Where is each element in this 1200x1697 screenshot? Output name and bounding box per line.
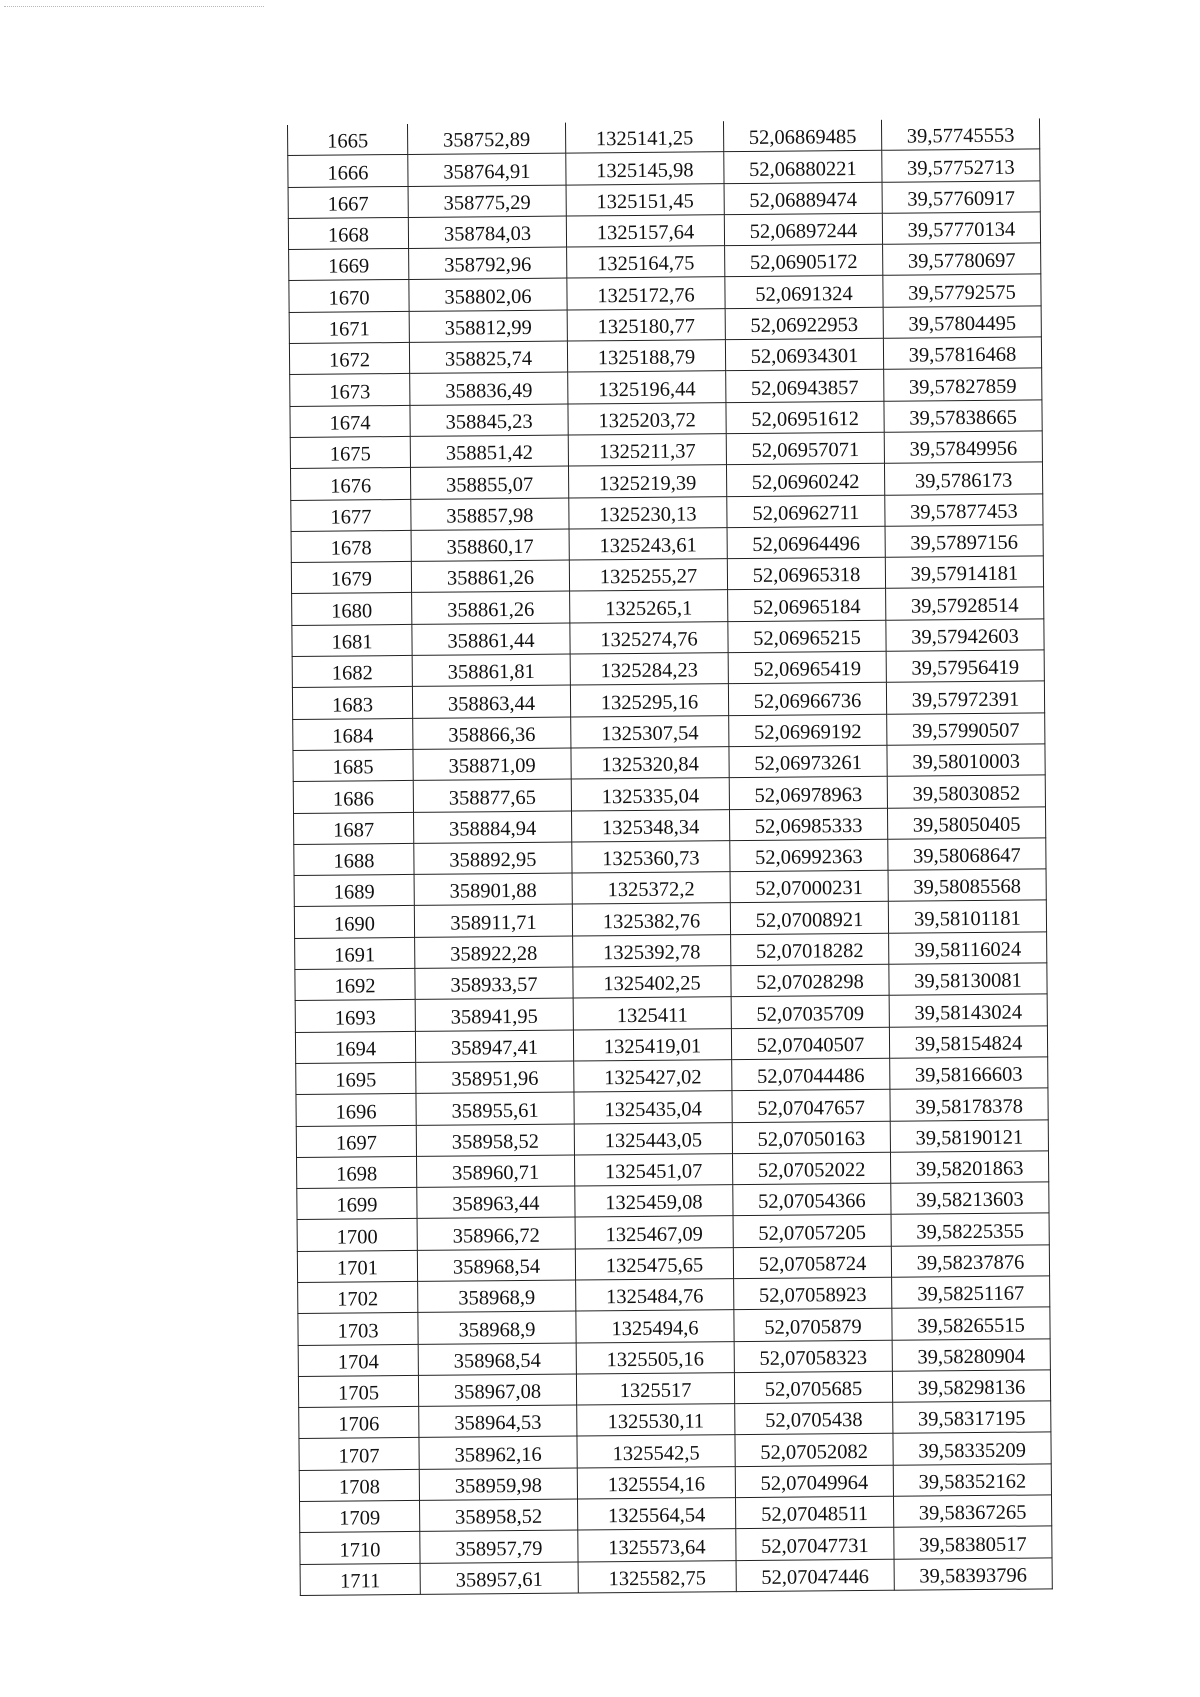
y-coordinate-cell: 1325141,25 — [565, 121, 723, 153]
longitude-cell: 39,58367265 — [893, 1495, 1051, 1528]
latitude-cell: 52,07050163 — [732, 1121, 890, 1154]
x-coordinate-cell: 358752,89 — [407, 123, 565, 155]
latitude-cell: 52,0705438 — [735, 1402, 893, 1435]
y-coordinate-cell: 1325180,77 — [567, 308, 725, 341]
x-coordinate-cell: 358861,26 — [412, 592, 570, 625]
y-coordinate-cell: 1325230,13 — [569, 496, 727, 529]
x-coordinate-cell: 358855,07 — [410, 466, 568, 499]
x-coordinate-cell: 358968,9 — [418, 1311, 576, 1344]
longitude-cell: 39,58298136 — [892, 1370, 1050, 1403]
longitude-cell: 39,58393796 — [894, 1558, 1052, 1591]
x-coordinate-cell: 358922,28 — [415, 936, 573, 969]
y-coordinate-cell: 1325265,1 — [570, 590, 728, 623]
x-coordinate-cell: 358851,42 — [410, 435, 568, 468]
latitude-cell: 52,06965318 — [727, 557, 885, 590]
x-coordinate-cell: 358968,54 — [417, 1249, 575, 1282]
longitude-cell: 39,57914181 — [885, 556, 1043, 589]
longitude-cell: 39,58050405 — [887, 806, 1045, 839]
x-coordinate-cell: 358802,06 — [409, 279, 567, 312]
x-coordinate-cell: 358877,65 — [413, 779, 571, 812]
longitude-cell: 39,57792575 — [883, 274, 1041, 307]
latitude-cell: 52,06992363 — [730, 839, 888, 872]
latitude-cell: 52,06985333 — [729, 808, 887, 841]
y-coordinate-cell: 1325382,76 — [572, 903, 730, 936]
longitude-cell: 39,57928514 — [886, 587, 1044, 620]
longitude-cell: 39,58116024 — [889, 932, 1047, 965]
x-coordinate-cell: 358941,95 — [415, 998, 573, 1031]
x-coordinate-cell: 358957,79 — [420, 1530, 578, 1563]
latitude-cell: 52,06965419 — [728, 651, 886, 684]
longitude-cell: 39,57942603 — [886, 619, 1044, 652]
point-number-cell: 1685 — [293, 749, 413, 781]
x-coordinate-cell: 358960,71 — [417, 1155, 575, 1188]
y-coordinate-cell: 1325494,6 — [576, 1310, 734, 1343]
longitude-cell: 39,58030852 — [887, 775, 1045, 808]
point-number-cell: 1693 — [295, 1000, 415, 1032]
y-coordinate-cell: 1325467,09 — [575, 1216, 733, 1249]
coordinates-table-body — [287, 118, 1052, 1595]
y-coordinate-cell: 1325419,01 — [573, 1028, 731, 1061]
point-number-cell: 1687 — [294, 812, 414, 844]
latitude-cell: 52,06965184 — [728, 589, 886, 622]
longitude-cell: 39,58130081 — [889, 963, 1047, 996]
latitude-cell: 52,06973261 — [729, 745, 887, 778]
point-number-cell: 1689 — [294, 875, 414, 907]
latitude-cell: 52,07058724 — [733, 1246, 891, 1279]
latitude-cell: 52,07000231 — [730, 870, 888, 903]
point-number-cell: 1692 — [295, 968, 415, 1000]
longitude-cell: 39,57972391 — [886, 681, 1044, 714]
latitude-cell: 52,07047446 — [736, 1559, 894, 1592]
longitude-cell: 39,57827859 — [884, 368, 1042, 401]
coordinates-table-container — [287, 118, 1053, 1595]
point-number-cell: 1683 — [292, 687, 412, 719]
x-coordinate-cell: 358764,91 — [408, 153, 566, 186]
longitude-cell: 39,58335209 — [893, 1432, 1051, 1465]
longitude-cell: 39,57849956 — [884, 431, 1042, 464]
longitude-cell: 39,57770134 — [882, 212, 1040, 245]
latitude-cell: 52,07028298 — [731, 964, 889, 997]
y-coordinate-cell: 1325320,84 — [571, 747, 729, 780]
x-coordinate-cell: 358966,72 — [417, 1217, 575, 1250]
x-coordinate-cell: 358861,26 — [411, 560, 569, 593]
longitude-cell: 39,58166603 — [890, 1057, 1048, 1090]
latitude-cell: 52,07040507 — [731, 1027, 889, 1060]
longitude-cell: 39,57745553 — [881, 118, 1039, 150]
x-coordinate-cell: 358863,44 — [412, 685, 570, 718]
longitude-cell: 39,58317195 — [893, 1401, 1051, 1434]
latitude-cell: 52,06934301 — [725, 338, 883, 371]
latitude-cell: 52,0705685 — [734, 1371, 892, 1404]
x-coordinate-cell: 358947,41 — [415, 1030, 573, 1063]
point-number-cell: 1671 — [289, 311, 409, 343]
point-number-cell: 1675 — [290, 436, 410, 468]
longitude-cell: 39,57752713 — [882, 149, 1040, 182]
latitude-cell: 52,06969192 — [729, 714, 887, 747]
latitude-cell: 52,07018282 — [731, 933, 889, 966]
y-coordinate-cell: 1325573,64 — [578, 1529, 736, 1562]
latitude-cell: 52,07047657 — [732, 1089, 890, 1122]
x-coordinate-cell: 358958,52 — [416, 1124, 574, 1157]
latitude-cell: 52,07049964 — [735, 1465, 893, 1498]
x-coordinate-cell: 358871,09 — [413, 748, 571, 781]
y-coordinate-cell: 1325427,02 — [574, 1060, 732, 1093]
latitude-cell: 52,06869485 — [723, 120, 881, 152]
x-coordinate-cell: 358845,23 — [410, 404, 568, 437]
longitude-cell: 39,58225355 — [891, 1213, 1049, 1246]
longitude-cell: 39,58010003 — [887, 744, 1045, 777]
latitude-cell: 52,06943857 — [726, 370, 884, 403]
y-coordinate-cell: 1325203,72 — [568, 402, 726, 435]
x-coordinate-cell: 358958,52 — [420, 1499, 578, 1532]
longitude-cell: 39,5786173 — [884, 462, 1042, 495]
longitude-cell: 39,58237876 — [891, 1245, 1049, 1278]
latitude-cell: 52,06960242 — [726, 464, 884, 497]
latitude-cell: 52,07054366 — [733, 1183, 891, 1216]
latitude-cell: 52,06978963 — [729, 777, 887, 810]
latitude-cell: 52,07052082 — [735, 1434, 893, 1467]
point-number-cell: 1707 — [299, 1438, 419, 1470]
x-coordinate-cell: 358861,81 — [412, 654, 570, 687]
latitude-cell: 52,07047731 — [736, 1528, 894, 1561]
longitude-cell: 39,58085568 — [888, 869, 1046, 902]
point-number-cell: 1704 — [298, 1344, 418, 1376]
point-number-cell: 1677 — [291, 499, 411, 531]
latitude-cell: 52,06964496 — [727, 526, 885, 559]
latitude-cell: 52,06951612 — [726, 401, 884, 434]
point-number-cell: 1665 — [287, 124, 407, 156]
longitude-cell: 39,57804495 — [883, 306, 1041, 339]
y-coordinate-cell: 1325219,39 — [568, 465, 726, 498]
latitude-cell: 52,06957071 — [726, 432, 884, 465]
point-number-cell: 1698 — [297, 1156, 417, 1188]
x-coordinate-cell: 358963,44 — [417, 1186, 575, 1219]
point-number-cell: 1711 — [300, 1563, 420, 1595]
latitude-cell: 52,06966736 — [728, 683, 886, 716]
point-number-cell: 1672 — [289, 343, 409, 375]
longitude-cell: 39,58178378 — [890, 1088, 1048, 1121]
y-coordinate-cell: 1325295,16 — [570, 684, 728, 717]
longitude-cell: 39,57780697 — [883, 243, 1041, 276]
point-number-cell: 1691 — [295, 937, 415, 969]
longitude-cell: 39,57838665 — [884, 400, 1042, 433]
longitude-cell: 39,57760917 — [882, 181, 1040, 214]
longitude-cell: 39,58280904 — [892, 1338, 1050, 1371]
longitude-cell: 39,58190121 — [890, 1119, 1048, 1152]
point-number-cell: 1695 — [296, 1062, 416, 1094]
y-coordinate-cell: 1325582,75 — [578, 1560, 736, 1593]
point-number-cell: 1669 — [289, 249, 409, 281]
point-number-cell: 1700 — [297, 1219, 417, 1251]
point-number-cell: 1667 — [288, 186, 408, 218]
point-number-cell: 1708 — [299, 1469, 419, 1501]
y-coordinate-cell: 1325360,73 — [572, 840, 730, 873]
y-coordinate-cell: 1325335,04 — [571, 778, 729, 811]
x-coordinate-cell: 358968,9 — [418, 1280, 576, 1313]
point-number-cell: 1697 — [296, 1125, 416, 1157]
x-coordinate-cell: 358792,96 — [409, 247, 567, 280]
y-coordinate-cell: 1325443,05 — [574, 1122, 732, 1155]
latitude-cell: 52,07052022 — [732, 1152, 890, 1185]
point-number-cell: 1680 — [292, 593, 412, 625]
y-coordinate-cell: 1325484,76 — [576, 1279, 734, 1312]
point-number-cell: 1690 — [294, 906, 414, 938]
point-number-cell: 1701 — [297, 1250, 417, 1282]
latitude-cell: 52,07058923 — [734, 1277, 892, 1310]
point-number-cell: 1699 — [297, 1188, 417, 1220]
latitude-cell: 52,0705879 — [734, 1309, 892, 1342]
coordinates-table — [287, 118, 1053, 1595]
y-coordinate-cell: 1325274,76 — [570, 621, 728, 654]
longitude-cell: 39,57877453 — [885, 493, 1043, 526]
longitude-cell: 39,58201863 — [890, 1151, 1048, 1184]
longitude-cell: 39,58101181 — [888, 900, 1046, 933]
longitude-cell: 39,58251167 — [892, 1276, 1050, 1309]
x-coordinate-cell: 358951,96 — [416, 1061, 574, 1094]
latitude-cell: 52,07044486 — [732, 1058, 890, 1091]
x-coordinate-cell: 358911,71 — [414, 904, 572, 937]
point-number-cell: 1686 — [293, 781, 413, 813]
longitude-cell: 39,57990507 — [887, 713, 1045, 746]
y-coordinate-cell: 1325348,34 — [571, 809, 729, 842]
point-number-cell: 1702 — [298, 1281, 418, 1313]
point-number-cell: 1668 — [288, 217, 408, 249]
y-coordinate-cell: 1325145,98 — [566, 152, 724, 185]
x-coordinate-cell: 358901,88 — [414, 873, 572, 906]
y-coordinate-cell: 1325211,37 — [568, 434, 726, 467]
point-number-cell: 1703 — [298, 1313, 418, 1345]
y-coordinate-cell: 1325284,23 — [570, 653, 728, 686]
x-coordinate-cell: 358967,08 — [418, 1374, 576, 1407]
y-coordinate-cell: 1325307,54 — [571, 715, 729, 748]
longitude-cell: 39,58265515 — [892, 1307, 1050, 1340]
latitude-cell: 52,06965215 — [728, 620, 886, 653]
x-coordinate-cell: 358933,57 — [415, 967, 573, 1000]
latitude-cell: 52,06905172 — [725, 244, 883, 277]
y-coordinate-cell: 1325402,25 — [573, 966, 731, 999]
y-coordinate-cell: 1325164,75 — [567, 246, 725, 279]
y-coordinate-cell: 1325517 — [576, 1373, 734, 1406]
y-coordinate-cell: 1325505,16 — [576, 1341, 734, 1374]
y-coordinate-cell: 1325188,79 — [567, 340, 725, 373]
latitude-cell: 52,07058323 — [734, 1340, 892, 1373]
y-coordinate-cell: 1325475,65 — [575, 1247, 733, 1280]
longitude-cell: 39,58154824 — [889, 1026, 1047, 1059]
y-coordinate-cell: 1325172,76 — [567, 277, 725, 310]
x-coordinate-cell: 358866,36 — [413, 717, 571, 750]
x-coordinate-cell: 358955,61 — [416, 1092, 574, 1125]
x-coordinate-cell: 358836,49 — [410, 372, 568, 405]
point-number-cell: 1679 — [291, 562, 411, 594]
longitude-cell: 39,57816468 — [883, 337, 1041, 370]
longitude-cell: 39,58352162 — [893, 1464, 1051, 1497]
point-number-cell: 1710 — [300, 1532, 420, 1564]
x-coordinate-cell: 358964,53 — [419, 1405, 577, 1438]
table-row — [300, 1558, 1052, 1596]
point-number-cell: 1673 — [290, 374, 410, 406]
longitude-cell: 39,58068647 — [888, 838, 1046, 871]
x-coordinate-cell: 358968,54 — [418, 1343, 576, 1376]
y-coordinate-cell: 1325157,64 — [566, 215, 724, 248]
scan-artifact — [4, 6, 264, 9]
latitude-cell: 52,07035709 — [731, 996, 889, 1029]
x-coordinate-cell: 358959,98 — [419, 1468, 577, 1501]
latitude-cell: 52,0691324 — [725, 276, 883, 309]
longitude-cell: 39,58213603 — [891, 1182, 1049, 1215]
point-number-cell: 1674 — [290, 405, 410, 437]
x-coordinate-cell: 358784,03 — [408, 216, 566, 249]
x-coordinate-cell: 358962,16 — [419, 1436, 577, 1469]
point-number-cell: 1694 — [295, 1031, 415, 1063]
y-coordinate-cell: 1325542,5 — [577, 1435, 735, 1468]
x-coordinate-cell: 358812,99 — [409, 310, 567, 343]
x-coordinate-cell: 358861,44 — [412, 623, 570, 656]
latitude-cell: 52,06889474 — [724, 182, 882, 215]
longitude-cell: 39,57956419 — [886, 650, 1044, 683]
latitude-cell: 52,07008921 — [730, 902, 888, 935]
x-coordinate-cell: 358884,94 — [413, 811, 571, 844]
y-coordinate-cell: 1325372,2 — [572, 872, 730, 905]
point-number-cell: 1676 — [290, 468, 410, 500]
y-coordinate-cell: 1325243,61 — [569, 528, 727, 561]
x-coordinate-cell: 358892,95 — [414, 842, 572, 875]
x-coordinate-cell: 358857,98 — [411, 498, 569, 531]
y-coordinate-cell: 1325459,08 — [575, 1185, 733, 1218]
latitude-cell: 52,06897244 — [724, 213, 882, 246]
longitude-cell: 39,58143024 — [889, 994, 1047, 1027]
x-coordinate-cell: 358825,74 — [409, 341, 567, 374]
point-number-cell: 1666 — [288, 155, 408, 187]
point-number-cell: 1709 — [300, 1500, 420, 1532]
y-coordinate-cell: 1325151,45 — [566, 183, 724, 216]
point-number-cell: 1681 — [292, 624, 412, 656]
latitude-cell: 52,07057205 — [733, 1215, 891, 1248]
latitude-cell: 52,06880221 — [724, 151, 882, 184]
y-coordinate-cell: 1325255,27 — [569, 559, 727, 592]
point-number-cell: 1682 — [292, 655, 412, 687]
point-number-cell: 1696 — [296, 1094, 416, 1126]
y-coordinate-cell: 1325435,04 — [574, 1091, 732, 1124]
y-coordinate-cell: 1325554,16 — [577, 1466, 735, 1499]
latitude-cell: 52,06922953 — [725, 307, 883, 340]
y-coordinate-cell: 1325411 — [573, 997, 731, 1030]
point-number-cell: 1688 — [294, 843, 414, 875]
y-coordinate-cell: 1325196,44 — [568, 371, 726, 404]
x-coordinate-cell: 358775,29 — [408, 185, 566, 218]
latitude-cell: 52,06962711 — [727, 495, 885, 528]
longitude-cell: 39,57897156 — [885, 525, 1043, 558]
point-number-cell: 1684 — [293, 718, 413, 750]
point-number-cell: 1705 — [298, 1375, 418, 1407]
y-coordinate-cell: 1325451,07 — [574, 1153, 732, 1186]
y-coordinate-cell: 1325392,78 — [573, 934, 731, 967]
longitude-cell: 39,58380517 — [894, 1526, 1052, 1559]
point-number-cell: 1678 — [291, 530, 411, 562]
latitude-cell: 52,07048511 — [735, 1496, 893, 1529]
x-coordinate-cell: 358957,61 — [420, 1562, 578, 1595]
y-coordinate-cell: 1325530,11 — [577, 1404, 735, 1437]
point-number-cell: 1706 — [299, 1407, 419, 1439]
point-number-cell: 1670 — [289, 280, 409, 312]
y-coordinate-cell: 1325564,54 — [578, 1498, 736, 1531]
x-coordinate-cell: 358860,17 — [411, 529, 569, 562]
